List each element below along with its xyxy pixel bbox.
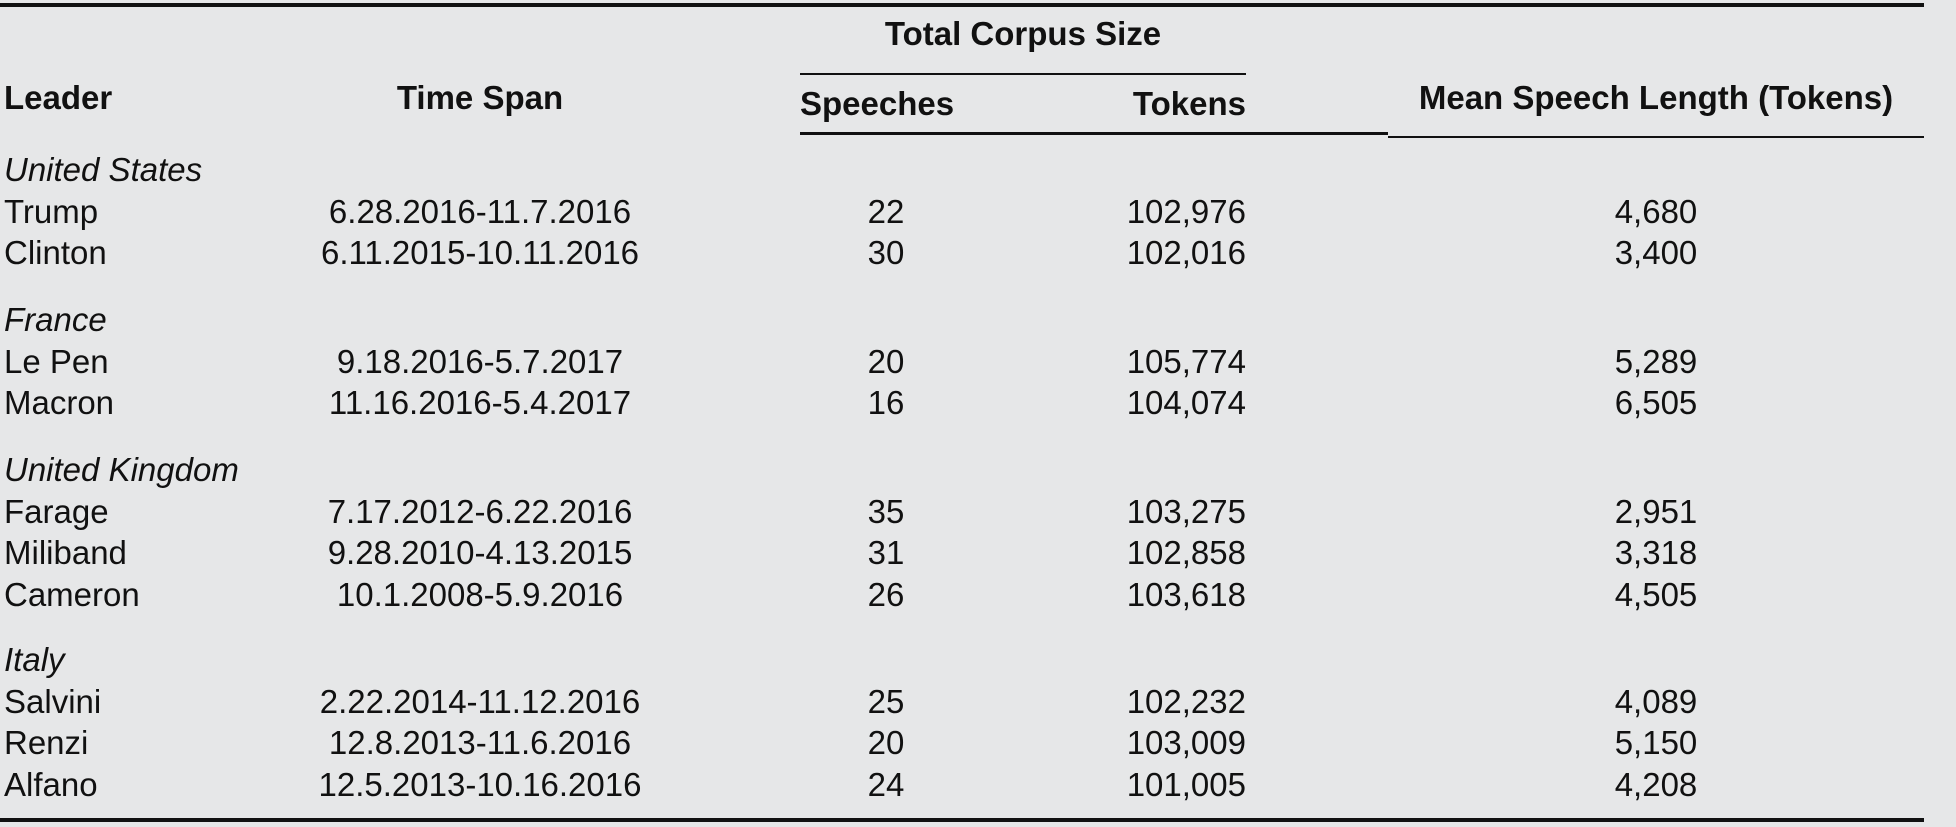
header-mean-speech-length: Mean Speech Length (Tokens) bbox=[1418, 79, 1894, 116]
header-span-rule bbox=[800, 73, 1246, 75]
header-speeches: Speeches bbox=[800, 85, 955, 122]
cell-tokens: 103,275 bbox=[1126, 493, 1246, 530]
header-total-corpus-size: Total Corpus Size bbox=[884, 15, 1162, 52]
cell-leader: Farage bbox=[4, 493, 109, 530]
table-top-rule bbox=[0, 3, 1924, 7]
header-rule-right bbox=[1388, 136, 1924, 138]
cell-time-span: 9.18.2016-5.7.2017 bbox=[336, 343, 624, 380]
cell-tokens: 105,774 bbox=[1126, 343, 1246, 380]
group-label: France bbox=[4, 301, 107, 338]
cell-mean-speech-length: 6,505 bbox=[1614, 384, 1698, 421]
cell-leader: Cameron bbox=[4, 576, 140, 613]
cell-leader: Salvini bbox=[4, 683, 102, 720]
cell-tokens: 103,009 bbox=[1126, 724, 1246, 761]
header-leader: Leader bbox=[4, 79, 113, 116]
cell-time-span: 7.17.2012-6.22.2016 bbox=[327, 493, 633, 530]
cell-leader: Alfano bbox=[4, 766, 98, 803]
cell-tokens: 103,618 bbox=[1126, 576, 1246, 613]
cell-speeches: 20 bbox=[867, 343, 905, 380]
cell-time-span: 6.11.2015-10.11.2016 bbox=[320, 234, 640, 271]
cell-speeches: 24 bbox=[867, 766, 905, 803]
cell-mean-speech-length: 4,089 bbox=[1614, 683, 1698, 720]
cell-leader: Trump bbox=[4, 193, 99, 230]
cell-speeches: 35 bbox=[867, 493, 905, 530]
cell-tokens: 102,858 bbox=[1126, 534, 1246, 571]
cell-leader: Clinton bbox=[4, 234, 107, 271]
cell-speeches: 20 bbox=[867, 724, 905, 761]
group-label: United Kingdom bbox=[4, 451, 239, 488]
cell-tokens: 102,976 bbox=[1126, 193, 1246, 230]
cell-speeches: 26 bbox=[867, 576, 905, 613]
cell-mean-speech-length: 4,505 bbox=[1614, 576, 1698, 613]
cell-speeches: 16 bbox=[867, 384, 905, 421]
cell-time-span: 6.28.2016-11.7.2016 bbox=[328, 193, 632, 230]
cell-speeches: 25 bbox=[867, 683, 905, 720]
header-tokens: Tokens bbox=[1132, 85, 1246, 122]
cell-time-span: 10.1.2008-5.9.2016 bbox=[336, 576, 624, 613]
cell-tokens: 102,232 bbox=[1126, 683, 1246, 720]
cell-mean-speech-length: 4,208 bbox=[1614, 766, 1698, 803]
cell-mean-speech-length: 5,150 bbox=[1614, 724, 1698, 761]
cell-mean-speech-length: 3,318 bbox=[1614, 534, 1698, 571]
cell-time-span: 9.28.2010-4.13.2015 bbox=[327, 534, 633, 571]
cell-leader: Renzi bbox=[4, 724, 89, 761]
cell-tokens: 104,074 bbox=[1126, 384, 1246, 421]
cell-time-span: 12.5.2013-10.16.2016 bbox=[318, 766, 642, 803]
header-rule-left bbox=[800, 132, 1388, 135]
cell-mean-speech-length: 5,289 bbox=[1614, 343, 1698, 380]
cell-time-span: 11.16.2016-5.4.2017 bbox=[328, 384, 632, 421]
group-label: Italy bbox=[4, 641, 65, 678]
cell-mean-speech-length: 2,951 bbox=[1614, 493, 1698, 530]
cell-mean-speech-length: 3,400 bbox=[1614, 234, 1698, 271]
cell-speeches: 31 bbox=[867, 534, 905, 571]
cell-leader: Macron bbox=[4, 384, 115, 421]
cell-speeches: 22 bbox=[867, 193, 905, 230]
table-bottom-rule bbox=[0, 818, 1924, 822]
cell-mean-speech-length: 4,680 bbox=[1614, 193, 1698, 230]
cell-leader: Le Pen bbox=[4, 343, 109, 380]
cell-speeches: 30 bbox=[867, 234, 905, 271]
cell-time-span: 2.22.2014-11.12.2016 bbox=[319, 683, 641, 720]
group-label: United States bbox=[4, 151, 203, 188]
header-time-span: Time Span bbox=[396, 79, 564, 116]
cell-time-span: 12.8.2013-11.6.2016 bbox=[328, 724, 632, 761]
cell-leader: Miliband bbox=[4, 534, 127, 571]
cell-tokens: 101,005 bbox=[1126, 766, 1246, 803]
cell-tokens: 102,016 bbox=[1126, 234, 1246, 271]
